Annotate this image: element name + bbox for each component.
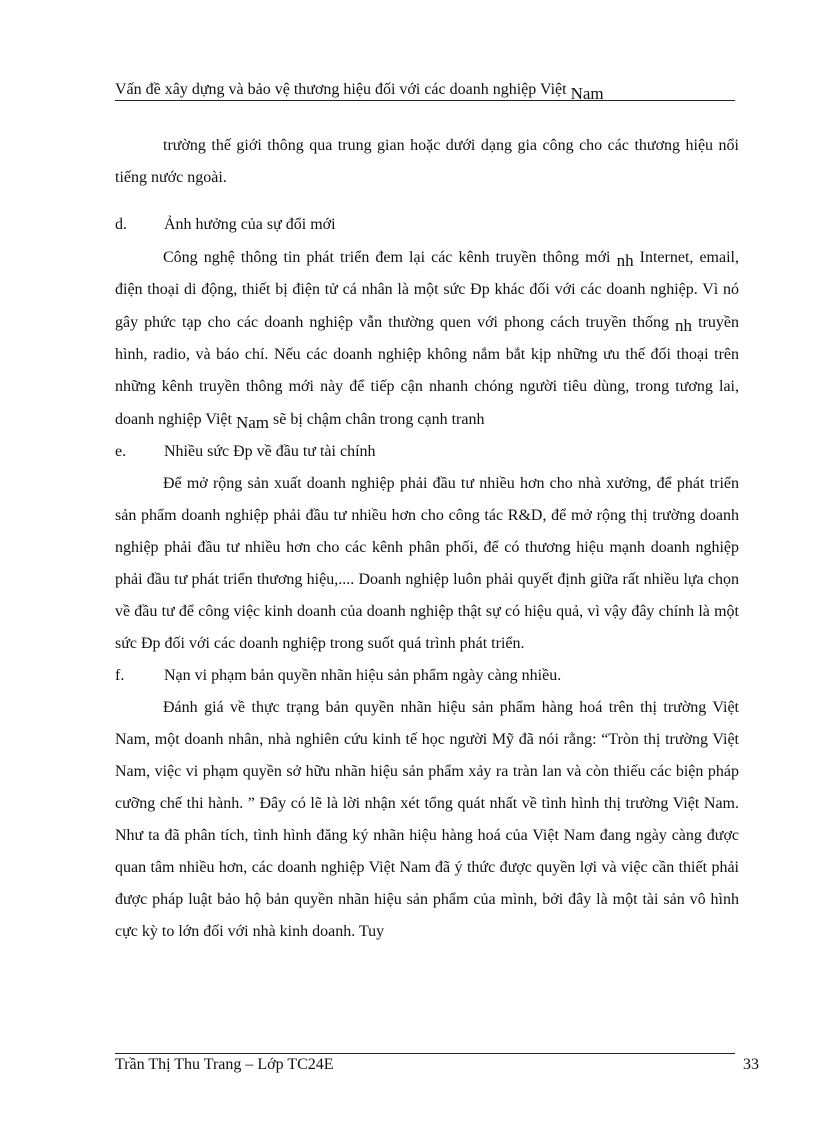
text-run: Công nghệ thông tin phát triển đem lại các kênh truyền thông mới	[163, 249, 617, 266]
section-heading-f	[115, 660, 739, 692]
header-title: Vấn đề xây dựng và bảo vệ thương hiệu đối với các doanh nghiệp Việt	[115, 81, 567, 98]
text-subscript: Nam	[235, 413, 269, 432]
paragraph-continuation: trường thế giới thông qua trung gian hoặc dưới dạng gia công cho các thương hiệu nổi tiếng nước ngoài.	[115, 137, 739, 186]
header-title-subscript: Nam	[570, 84, 604, 103]
text-run: Internet, email, điện thoại di động, thiết bị điện tử cá nhân là một sức Đp khác đối với các doanh nghiệp. Vì nó gây phức tạp cho các doanh nghiệp vẫn thường quen với phong cách truyền thống	[115, 249, 739, 331]
text-run: sẽ bị chậm chân trong cạnh tranh	[269, 411, 485, 428]
page-number: 33	[743, 1056, 759, 1073]
footer-author: Trần Thị Thu Trang – Lớp TC24E	[115, 1056, 334, 1073]
header-divider	[115, 100, 735, 101]
section-heading-e	[115, 436, 739, 468]
running-footer	[115, 1055, 759, 1075]
section-title: Ảnh hưởng của sự đổi mới	[164, 216, 336, 233]
section-marker: e.	[115, 443, 127, 460]
running-header	[115, 79, 735, 103]
section-heading-d	[115, 209, 739, 241]
section-title: Nhiều sức Đp về đầu tư tài chính	[164, 443, 376, 460]
section-title: Nạn vi phạm bản quyền nhãn hiệu sản phẩm ngày càng nhiều.	[164, 667, 562, 684]
paragraph-copyright: Đánh giá về thực trạng bản quyền nhãn hiệu sản phẩm hàng hoá trên thị trường Việt Nam, một doanh nhân, nhà nghiên cứu kinh tế học người Mỹ đã nói rằng: “Tròn thị trường Việt Nam, việc vi phạm quyền sở hữu nhãn hiệu sản phẩm xảy ra tràn lan và còn thiếu các biện pháp cưỡng chế thi hành. ” Đây có lẽ là lời nhận xét tổng quát nhất về tình hình thị trường Việt Nam. Như ta đã phân tích, tình hình đăng ký nhãn hiệu hàng hoá của Việt Nam đang ngày càng được quan tâm nhiều hơn, các doanh nghiệp Việt Nam đã ý thức được quyền lợi và việc cần thiết phải được pháp luật bảo hộ bản quyền nhãn hiệu sản phẩm của mình, bởi đây là một tài sản vô hình cực kỳ to lớn đối với nhà kinh doanh. Tuy	[115, 699, 739, 940]
text-run: truyền hình, radio, và báo chí. Nếu các doanh nghiệp không nắm bắt kịp những ưu thế đối thoại trên những kênh truyền thông mới này để tiếp cận nhanh chóng người tiêu dùng, trong tương lai, doanh nghiệp Việt	[115, 314, 740, 428]
section-marker: d.	[115, 216, 127, 233]
text-subscript: nh	[616, 251, 634, 270]
text-subscript: nh	[675, 316, 693, 335]
paragraph-innovation	[115, 241, 739, 436]
document-body	[115, 130, 739, 948]
paragraph-investment: Để mở rộng sản xuất doanh nghiệp phải đầu tư nhiều hơn cho nhà xưởng, để phát triển sản phẩm doanh nghiệp phải đầu tư nhiều hơn cho công tác R&D, để mở rộng thị trường doanh nghiệp phải đầu tư nhiều hơn cho các kênh phân phối, để có thương hiệu mạnh doanh nghiệp phải đầu tư phát triển thương hiệu,.... Doanh nghiệp luôn phải quyết định giữa rất nhiều lựa chọn về đầu tư để công việc kinh doanh của doanh nghiệp thật sự có hiệu quả, vì vậy đây chính là một sức Đp đối với các doanh nghiệp trong suốt quá trình phát triển.	[115, 475, 739, 652]
section-marker: f.	[115, 667, 125, 684]
footer-divider	[115, 1053, 735, 1054]
